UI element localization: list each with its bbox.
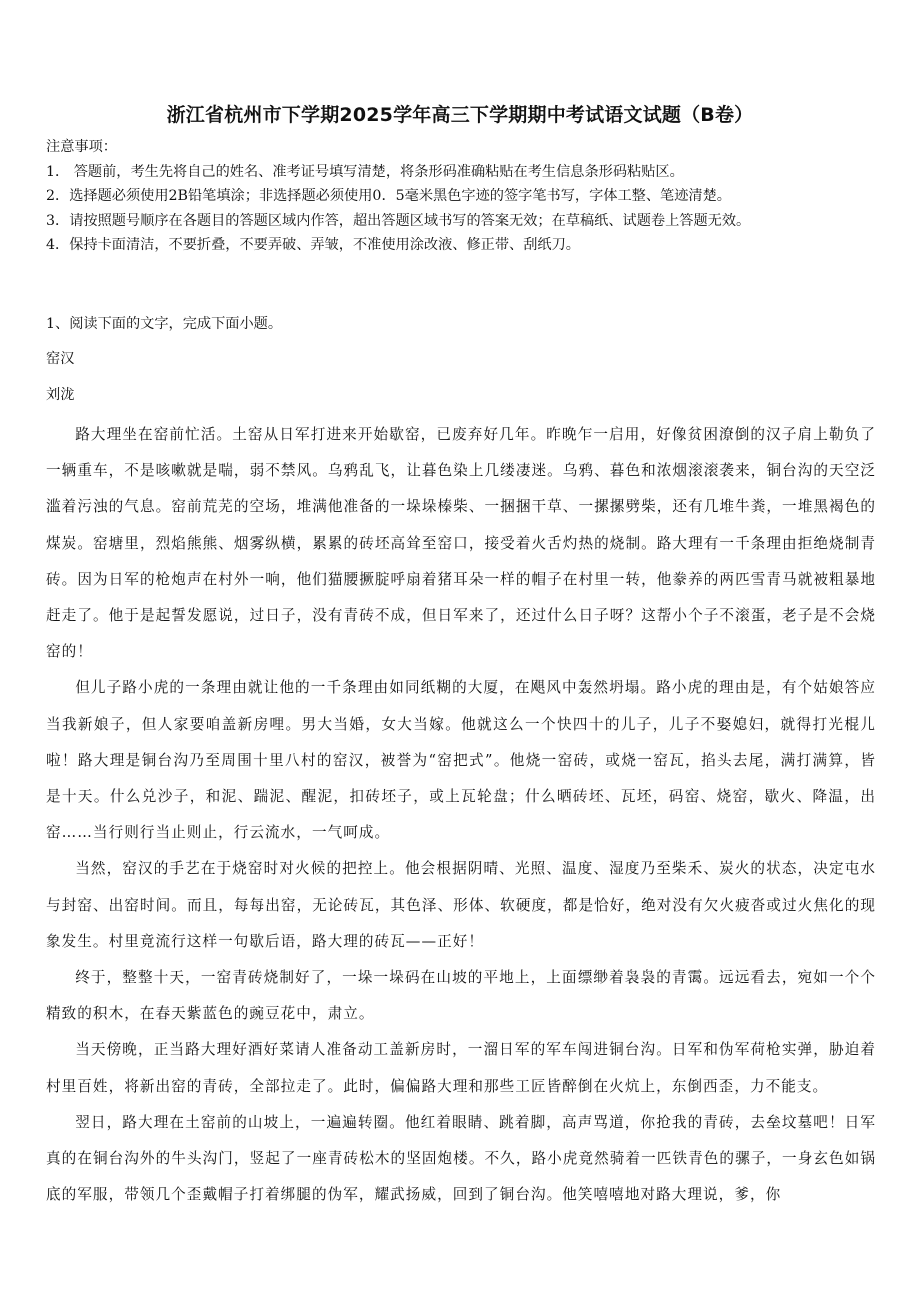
question-prompt: 1、阅读下面的文字，完成下面小题。 [46,316,283,332]
notice-item: 3．请按照题号顺序在各题目的答题区域内作答，超出答题区域书写的答案无效；在草稿纸、试题卷上答题无效。 [46,212,751,229]
page-title: 浙江省杭州市下学期2025学年高三下学期期中考试语文试题（B卷） [166,104,754,126]
article-paragraph: 终于，整整十天，一窑青砖烧制好了，一垛一垛码在山坡的平地上，上面缥缈着袅袅的青霭。远远看去，宛如一个个精致的积木，在春天紫蓝色的豌豆花中，肃立。 [46,969,876,1023]
article-paragraph: 当天傍晚，正当路大理好酒好菜请人准备动工盖新房时，一溜日军的军车闯进铜台沟。日军和伪军荷枪实弹，胁迫着村里百姓，将新出窑的青砖，全部拉走了。此时，偏偏路大理和那些工匠皆醉倒在火炕上，东倒西歪，力不能支。 [46,1041,876,1095]
article-paragraph: 路大理坐在窑前忙活。土窑从日军打进来开始歇窑，已废弃好几年。昨晚乍一启用，好像贫困潦倒的汉子肩上勒负了一辆重车，不是咳嗽就是喘，弱不禁风。乌鸦乱飞，让暮色染上几缕凄迷。乌鸦、暮色和浓烟滚滚袭来，铜台沟的天空泛滥着污浊的气息。窑前荒芜的空场，堆满他准备的一垛垛榛柴、一捆捆干草、一摞摞劈柴，还有几堆牛粪，一堆黑褐色的煤炭。窑塘里，烈焰熊熊、烟雾纵横，累累的砖坯高耸至窑口，接受着火舌灼热的烧制。路大理有一千条理由拒绝烧制青砖。因为日军的枪炮声在村外一响，他们猫腰撅腚呼扇着猪耳朵一样的帽子在村里一转，他豢养的两匹雪青马就被粗暴地赶走了。他于是起誓发愿说，过日子，没有青砖不成，但日军来了，还过什么日子呀？这帮小个子不滚蛋，老子是不会烧窑的！ [46,426,876,661]
notice-section [46,135,886,258]
article-body [46,417,876,1213]
article-paragraph: 翌日，路大理在土窑前的山坡上，一遍遍转圈。他红着眼睛、跳着脚，高声骂道，你抢我的青砖，去垒坟墓吧！日军真的在铜台沟外的牛头沟门，竖起了一座青砖松木的坚固炮楼。不久，路小虎竟然骑着一匹铁青色的骡子，一身玄色如锅底的军服，带领几个歪戴帽子打着绑腿的伪军，耀武扬威，回到了铜台沟。他笑嘻嘻地对路大理说，爹，你 [46,1113,876,1204]
article-paragraph: 但儿子路小虎的一条理由就让他的一千条理由如同纸糊的大厦，在飓风中轰然坍塌。路小虎的理由是，有个姑娘答应当我新娘子，但人家要咱盖新房哩。男大当婚，女大当嫁。他就这么一个快四十的儿子，儿子不娶媳妇，就得打光棍儿啦！路大理是铜台沟乃至周围十里八村的窑汉，被誉为“窑把式”。他烧一窑砖，或烧一窑瓦，掐头去尾，满打满算，皆是十天。什么兑沙子，和泥、踹泥、醒泥，扣砖坯子，或上瓦轮盘；什么晒砖坯、瓦坯，码窑、烧窑，歇火、降温，出窑……当行则行当止则止，行云流水，一气呵成。 [46,679,876,842]
article-title: 窑汉 [46,351,75,367]
article-paragraph: 当然，窑汉的手艺在于烧窑时对火候的把控上。他会根据阴晴、光照、温度、湿度乃至柴禾、炭火的状态，决定屯水与封窑、出窑时间。而且，每每出窑，无论砖瓦，其色泽、形体、软硬度，都是恰好，绝对没有欠火疲沓或过火焦化的现象发生。村里竟流行这样一句歇后语，路大理的砖瓦——正好！ [46,860,876,950]
notice-heading: 注意事项： [46,139,117,155]
notice-item: 1． 答题前，考生先将自己的姓名、准考证号填写清楚，将条形码准确粘贴在考生信息条形码粘贴区。 [46,163,684,180]
article-author: 刘泷 [46,387,75,403]
notice-item: 4．保持卡面清洁，不要折叠，不要弄破、弄皱，不准使用涂改液、修正带、刮纸刀。 [46,237,580,253]
notice-item: 2．选择题必须使用2B铅笔填涂；非选择题必须使用0．5毫米黑色字迹的签字笔书写，字体工整、笔迹清楚。 [46,188,731,204]
